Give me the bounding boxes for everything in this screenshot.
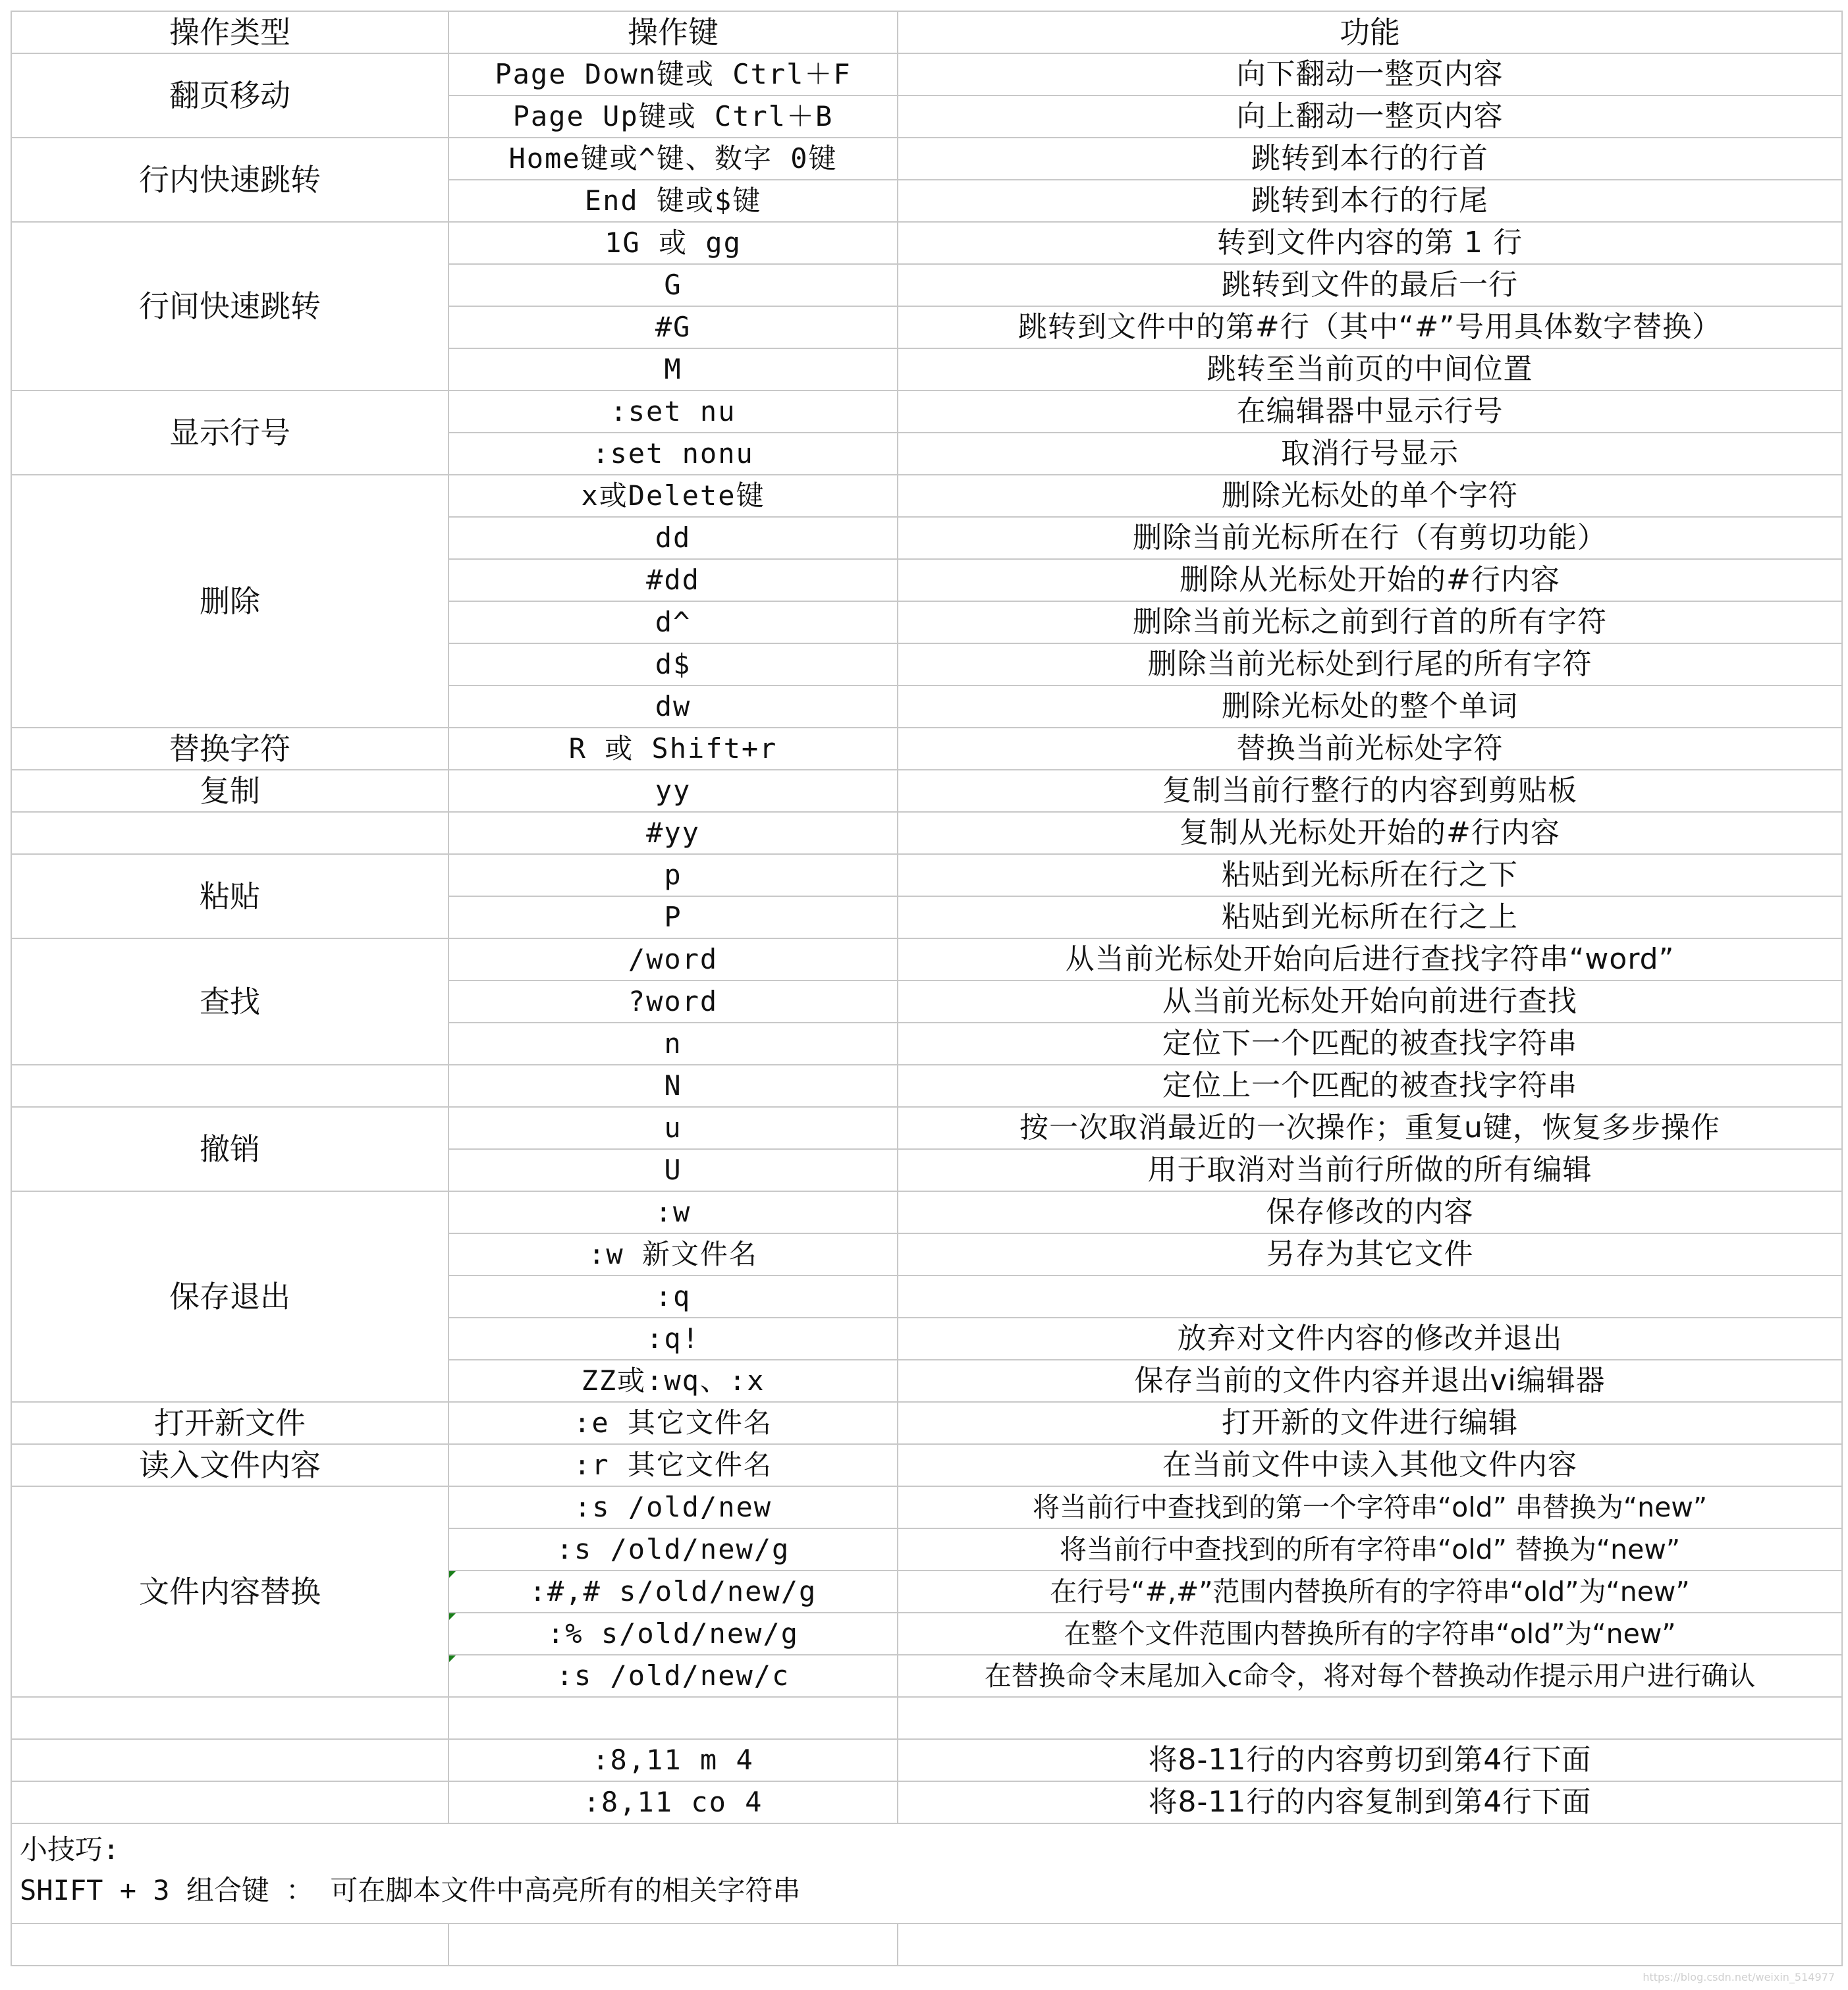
function-cell: 删除当前光标所在行（有剪切功能） [898, 517, 1842, 559]
key-cell: End 键或$键 [448, 180, 898, 222]
key-cell: N [448, 1065, 898, 1107]
function-cell: 复制从光标处开始的#行内容 [898, 812, 1842, 854]
key-cell: x或Delete键 [448, 475, 898, 517]
key-cell: P [448, 896, 898, 938]
function-cell: 在编辑器中显示行号 [898, 390, 1842, 433]
category-cell: 撤销 [11, 1107, 448, 1191]
tips-cell [11, 1823, 1842, 1923]
key-cell: #G [448, 306, 898, 348]
function-cell: 在替换命令末尾加入c命令，将对每个替换动作提示用户进行确认 [898, 1655, 1842, 1697]
key-cell: :r 其它文件名 [448, 1444, 898, 1486]
function-cell: 向下翻动一整页内容 [898, 53, 1842, 95]
key-cell: :set nonu [448, 433, 898, 475]
key-cell: yy [448, 770, 898, 812]
table-row [11, 1923, 1842, 1966]
function-cell: 在行号“#,#”范围内替换所有的字符串“old”为“new” [898, 1571, 1842, 1613]
function-cell: 将8-11行的内容剪切到第4行下面 [898, 1739, 1842, 1781]
category-cell: 显示行号 [11, 390, 448, 475]
key-cell: :w [448, 1191, 898, 1233]
key-cell: M [448, 348, 898, 390]
key-cell: #yy [448, 812, 898, 854]
key-cell: U [448, 1149, 898, 1191]
empty-cell [448, 1923, 898, 1966]
key-cell: :e 其它文件名 [448, 1402, 898, 1444]
key-cell: :s /old/new/c [448, 1655, 898, 1697]
key-cell: p [448, 854, 898, 896]
table-row [11, 53, 1842, 95]
vi-command-table [11, 11, 1843, 1966]
key-cell: Page Up键或 Ctrl＋B [448, 95, 898, 138]
category-cell: 粘贴 [11, 854, 448, 938]
key-cell: ZZ或:wq、:x [448, 1360, 898, 1402]
key-cell: ?word [448, 981, 898, 1023]
category-cell: 翻页移动 [11, 53, 448, 138]
category-cell: 文件内容替换 [11, 1486, 448, 1697]
table-row [11, 222, 1842, 264]
function-cell: 从当前光标处开始向后进行查找字符串“word” [898, 938, 1842, 981]
function-cell: 将8-11行的内容复制到第4行下面 [898, 1781, 1842, 1823]
header-operation-key: 操作键 [448, 11, 898, 53]
key-cell: G [448, 264, 898, 306]
table-row [11, 1739, 1842, 1781]
table-row [11, 728, 1842, 770]
key-cell: :s /old/new [448, 1486, 898, 1528]
category-cell: 替换字符 [11, 728, 448, 770]
category-cell-empty [11, 1739, 448, 1781]
function-cell: 将当前行中查找到的所有字符串“old” 替换为“new” [898, 1528, 1842, 1571]
header-row [11, 11, 1842, 53]
category-cell-empty [11, 812, 448, 854]
function-cell [898, 1276, 1842, 1318]
key-cell: :% s/old/new/g [448, 1613, 898, 1655]
key-cell [448, 1697, 898, 1739]
function-cell: 保存当前的文件内容并退出vi编辑器 [898, 1360, 1842, 1402]
category-cell-empty [11, 1781, 448, 1823]
function-cell: 定位下一个匹配的被查找字符串 [898, 1023, 1842, 1065]
key-cell: :8,11 co 4 [448, 1781, 898, 1823]
category-cell-empty [11, 1065, 448, 1107]
function-cell: 跳转至当前页的中间位置 [898, 348, 1842, 390]
table-row [11, 390, 1842, 433]
table-row [11, 1781, 1842, 1823]
category-cell: 行间快速跳转 [11, 222, 448, 390]
key-cell: :q [448, 1276, 898, 1318]
function-cell: 粘贴到光标所在行之上 [898, 896, 1842, 938]
table-row [11, 1191, 1842, 1233]
function-cell: 替换当前光标处字符 [898, 728, 1842, 770]
function-cell: 用于取消对当前行所做的所有编辑 [898, 1149, 1842, 1191]
function-cell: 在整个文件范围内替换所有的字符串“old”为“new” [898, 1613, 1842, 1655]
key-cell: :q! [448, 1318, 898, 1360]
function-cell: 从当前光标处开始向前进行查找 [898, 981, 1842, 1023]
table-row [11, 854, 1842, 896]
function-cell: 保存修改的内容 [898, 1191, 1842, 1233]
table-row [11, 1486, 1842, 1528]
function-cell: 粘贴到光标所在行之下 [898, 854, 1842, 896]
key-cell: d$ [448, 643, 898, 686]
key-cell: dw [448, 686, 898, 728]
category-cell: 查找 [11, 938, 448, 1065]
table-row [11, 938, 1842, 981]
table-row [11, 1107, 1842, 1149]
function-cell: 转到文件内容的第 1 行 [898, 222, 1842, 264]
function-cell: 跳转到本行的行尾 [898, 180, 1842, 222]
key-cell: Page Down键或 Ctrl＋F [448, 53, 898, 95]
table-row [11, 1402, 1842, 1444]
key-cell: #dd [448, 559, 898, 601]
function-cell: 复制当前行整行的内容到剪贴板 [898, 770, 1842, 812]
table-row [11, 1065, 1842, 1107]
key-cell: 1G 或 gg [448, 222, 898, 264]
function-cell: 删除当前光标处到行尾的所有字符 [898, 643, 1842, 686]
category-cell: 删除 [11, 475, 448, 728]
category-cell: 读入文件内容 [11, 1444, 448, 1486]
table-row [11, 475, 1842, 517]
function-cell: 删除从光标处开始的#行内容 [898, 559, 1842, 601]
table-row [11, 1697, 1842, 1739]
watermark-text: https://blog.csdn.net/weixin_514977 [1643, 1971, 1835, 1983]
function-cell: 打开新的文件进行编辑 [898, 1402, 1842, 1444]
table-row [11, 770, 1842, 812]
key-cell: :s /old/new/g [448, 1528, 898, 1571]
function-cell [898, 1697, 1842, 1739]
category-cell-empty [11, 1697, 448, 1739]
function-cell: 跳转到文件的最后一行 [898, 264, 1842, 306]
key-cell: R 或 Shift+r [448, 728, 898, 770]
function-cell: 跳转到文件中的第#行（其中“#”号用具体数字替换） [898, 306, 1842, 348]
function-cell: 删除当前光标之前到行首的所有字符 [898, 601, 1842, 643]
category-cell: 保存退出 [11, 1191, 448, 1402]
header-operation-type: 操作类型 [11, 11, 448, 53]
header-function: 功能 [898, 11, 1842, 53]
key-cell: dd [448, 517, 898, 559]
function-cell: 将当前行中查找到的第一个字符串“old” 串替换为“new” [898, 1486, 1842, 1528]
function-cell: 删除光标处的单个字符 [898, 475, 1842, 517]
category-cell: 复制 [11, 770, 448, 812]
function-cell: 按一次取消最近的一次操作；重复u键，恢复多步操作 [898, 1107, 1842, 1149]
function-cell: 取消行号显示 [898, 433, 1842, 475]
function-cell: 另存为其它文件 [898, 1233, 1842, 1276]
function-cell: 定位上一个匹配的被查找字符串 [898, 1065, 1842, 1107]
tips-text: SHIFT + 3 组合键 ： 可在脚本文件中高亮所有的相关字符串 [20, 1874, 801, 1906]
key-cell: :set nu [448, 390, 898, 433]
key-cell: :w 新文件名 [448, 1233, 898, 1276]
key-cell: d^ [448, 601, 898, 643]
function-cell: 删除光标处的整个单词 [898, 686, 1842, 728]
table-row [11, 812, 1842, 854]
tips-title: 小技巧: [20, 1833, 120, 1866]
key-cell: :8,11 m 4 [448, 1739, 898, 1781]
tips-row [11, 1823, 1842, 1923]
empty-cell [11, 1923, 448, 1966]
function-cell: 向上翻动一整页内容 [898, 95, 1842, 138]
key-cell: /word [448, 938, 898, 981]
key-cell: :#,# s/old/new/g [448, 1571, 898, 1613]
empty-cell [898, 1923, 1842, 1966]
category-cell: 打开新文件 [11, 1402, 448, 1444]
function-cell: 跳转到本行的行首 [898, 138, 1842, 180]
key-cell: n [448, 1023, 898, 1065]
key-cell: u [448, 1107, 898, 1149]
table-row [11, 1444, 1842, 1486]
key-cell: Home键或^键、数字 0键 [448, 138, 898, 180]
category-cell: 行内快速跳转 [11, 138, 448, 222]
function-cell: 在当前文件中读入其他文件内容 [898, 1444, 1842, 1486]
table-row [11, 138, 1842, 180]
function-cell: 放弃对文件内容的修改并退出 [898, 1318, 1842, 1360]
